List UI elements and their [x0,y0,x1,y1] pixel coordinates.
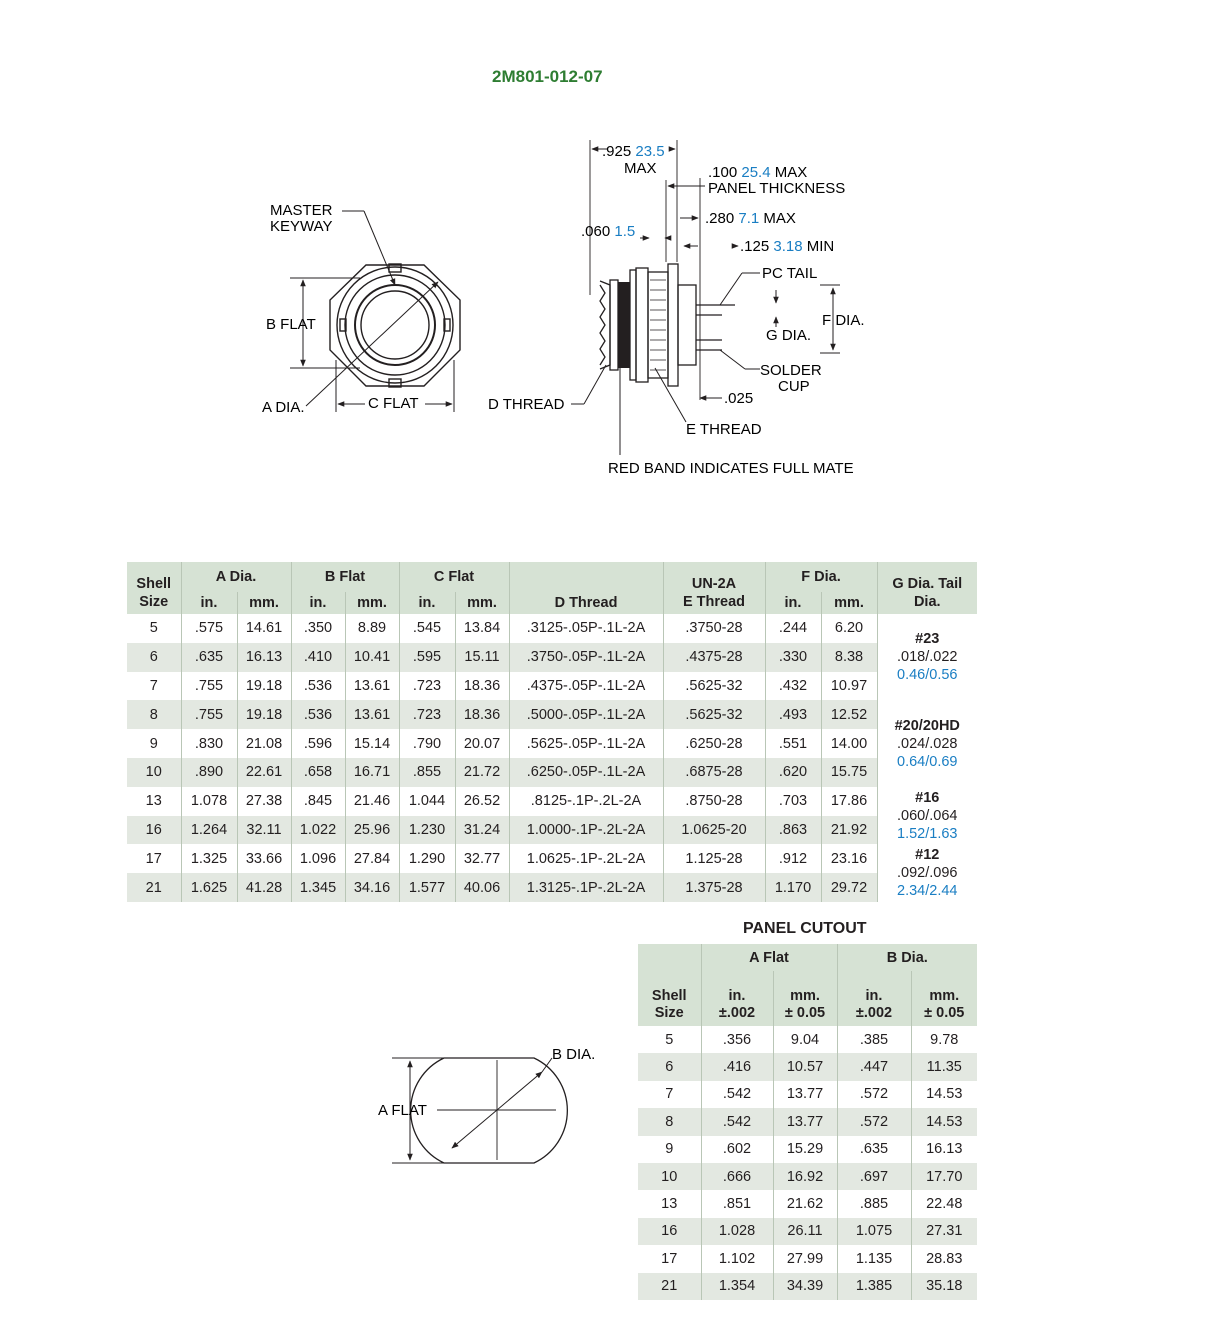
b-flat-header: B Flat [291,562,399,592]
c-flat-header: C Flat [399,562,509,592]
table-cell: 10 [127,758,181,787]
table-cell: 17 [638,1245,701,1272]
table-cell: 17.86 [821,787,877,816]
front-view [290,211,460,412]
g-group-in: .024/.028 [897,735,958,752]
table-cell: .575 [181,614,237,643]
table-cell: 21.92 [821,816,877,845]
table-cell: 27.38 [237,787,291,816]
svg-text:.100 25.4 MAX [708,164,807,181]
g-group-name: #20/20HD [894,717,960,734]
un2a-header: UN-2A [691,576,737,592]
cutout-b-dia-label: B DIA. [552,1046,596,1063]
table-cell: .596 [291,729,345,758]
table-cell: 1.096 [291,844,345,873]
table-cell: 7 [127,672,181,701]
table-cell: .493 [765,700,821,729]
table-cell: 13 [638,1190,701,1217]
table-cell: .5625-32 [663,672,765,701]
table-cell: .6250-.05P-.1L-2A [509,758,663,787]
dim-100-mm: 25.4 [741,164,771,181]
table-cell: 5 [127,614,181,643]
table-cell: 5 [638,1026,701,1053]
table-row [127,816,977,845]
table-cell: 6 [127,643,181,672]
dimension-table [127,562,977,902]
table-cell: 16.92 [773,1163,837,1190]
g-group-in: .018/.022 [897,649,958,666]
table-cell: .790 [399,729,455,758]
table-cell: 1.345 [291,873,345,902]
solder-cup-label-2: CUP [778,378,810,395]
table-cell: 16.71 [345,758,399,787]
a-dia-header: A Dia. [181,562,291,592]
table-cell: 1.3125-.1P-.2L-2A [509,873,663,902]
cutout-a-flat-label: A FLAT [378,1102,427,1119]
e-thread-label: E THREAD [686,421,762,438]
table-cell: 6.20 [821,614,877,643]
table-cell: .755 [181,672,237,701]
dim-100: .100 [708,164,738,181]
table-cell: 1.102 [701,1245,773,1272]
table-cell: .416 [701,1053,773,1080]
table-cell: .5625-32 [663,700,765,729]
table-cell: 27.84 [345,844,399,873]
f-dia-header: F Dia. [765,562,877,592]
table-cell: 10 [638,1163,701,1190]
table-cell: .3750-28 [663,614,765,643]
table-cell: 1.044 [399,787,455,816]
g-dia-label: G DIA. [766,327,812,344]
table-row [127,672,977,701]
table-row [127,700,977,729]
table-row [127,787,977,816]
table-cell: 1.135 [837,1245,911,1272]
table-cell: 34.39 [773,1273,837,1300]
master-keyway-label: MASTER [270,202,333,219]
table-cell: 29.72 [821,873,877,902]
table-cell: 1.230 [399,816,455,845]
table-cell: 35.18 [911,1273,977,1300]
g-dia-group [877,614,977,700]
g-dia-header-2: Dia. [913,594,941,610]
dim-280-max: MAX [763,210,796,227]
table-cell: 10.41 [345,643,399,672]
table-cell: 1.325 [181,844,237,873]
table-cell: 11.35 [911,1053,977,1080]
g-dia-group [877,844,977,902]
table-cell: .5625-.05P-.1L-2A [509,729,663,758]
table-cell: 21 [127,873,181,902]
table-cell: 1.577 [399,873,455,902]
table-cell: .356 [701,1026,773,1053]
table-cell: 1.290 [399,844,455,873]
table-cell: .697 [837,1163,911,1190]
max-label: MAX [624,160,657,177]
unit-in: in. [291,592,345,614]
table-cell: 8 [638,1108,701,1135]
g-group-mm: 0.64/0.69 [897,753,958,770]
table-cell: .635 [181,643,237,672]
table-cell: 7 [638,1081,701,1108]
dim-060: .060 [581,223,611,240]
table-cell: .551 [765,729,821,758]
dim-100-max: MAX [774,164,808,181]
svg-text:.280 7.1 MAX [705,210,796,227]
table-cell: 26.52 [455,787,509,816]
cut-unit-in-tol: ±.002 [718,1005,756,1021]
g-group-name: #23 [915,631,940,648]
table-cell: 27.99 [773,1245,837,1272]
table-cell: 14.53 [926,1086,963,1103]
g-group-mm: 2.34/2.44 [897,883,958,900]
table-cell: .595 [399,643,455,672]
table-cell: .658 [291,758,345,787]
d-thread-header: D Thread [509,562,663,614]
table-cell: .635 [837,1136,911,1163]
unit-in: in. [765,592,821,614]
table-cell: 1.354 [701,1273,773,1300]
g-group-name: #12 [915,847,940,864]
g-group-mm: 1.52/1.63 [897,825,958,842]
table-cell: 1.170 [765,873,821,902]
table-cell: 8 [127,700,181,729]
shell-header: Shell [136,576,172,592]
cut-b-dia-header: B Dia. [837,944,977,971]
table-row [638,1163,977,1190]
g-dia-group [877,700,977,786]
table-cell: 13.77 [773,1108,837,1135]
cut-unit-mm-tol: ± 0.05 [784,1005,826,1021]
table-cell: 1.078 [181,787,237,816]
panel-cutout-table [638,944,977,1300]
table-cell: .890 [181,758,237,787]
svg-text:.060 1.5 [581,223,635,240]
table-cell: 16 [638,1218,701,1245]
table-cell: 14.61 [237,614,291,643]
table-cell: .8750-28 [663,787,765,816]
table-cell: .572 [837,1108,911,1135]
table-cell: 13.77 [773,1081,837,1108]
table-cell: 1.125-28 [663,844,765,873]
g-group-mm: 0.46/0.56 [897,667,958,684]
table-row [127,844,977,873]
table-cell: 22.48 [926,1196,963,1213]
dim-125-min: MIN [806,238,835,255]
table-cell: 10.97 [821,672,877,701]
table-row [638,1026,977,1053]
table-cell: .542 [701,1081,773,1108]
table-cell: 21.08 [237,729,291,758]
unit-mm: mm. [455,592,509,614]
table-cell: 22.61 [237,758,291,787]
table-cell: .6875-28 [663,758,765,787]
panel-thickness-label: PANEL THICKNESS [708,180,846,197]
pc-tail-label: PC TAIL [762,265,818,282]
table-cell: 17.70 [911,1163,977,1190]
table-cell: 1.022 [291,816,345,845]
table-cell: 33.66 [237,844,291,873]
cut-shell-header: Shell [651,988,687,1004]
table-cell: 9.78 [930,1031,959,1048]
svg-text:.125 3.18 MIN [740,238,834,255]
table-cell: 15.75 [821,758,877,787]
table-cell: .4375-28 [663,643,765,672]
table-cell: 16 [127,816,181,845]
table-cell: .536 [291,700,345,729]
table-cell: 13 [127,787,181,816]
table-cell: .620 [765,758,821,787]
unit-mm: mm. [237,592,291,614]
table-cell: 21.72 [455,758,509,787]
table-cell: .447 [837,1053,911,1080]
table-cell: 26.11 [773,1218,837,1245]
cut-unit-in-tol: ±.002 [855,1005,893,1021]
table-row [638,1108,977,1135]
svg-text:.925 23.5 [602,143,665,160]
table-cell: 10.57 [773,1053,837,1080]
table-cell: .845 [291,787,345,816]
table-cell: 20.07 [455,729,509,758]
table-cell: 9 [127,729,181,758]
table-cell: 16.13 [237,643,291,672]
f-dia-label: F DIA. [822,312,865,329]
table-row [127,873,977,902]
dim-060-mm: 1.5 [614,223,636,240]
cut-unit-in: in. [728,988,746,1004]
table-cell: .830 [181,729,237,758]
table-row [127,643,977,672]
table-cell: .723 [399,672,455,701]
table-cell: .3125-.05P-.1L-2A [509,614,663,643]
table-cell: .542 [701,1108,773,1135]
table-cell: 8.89 [345,614,399,643]
table-cell: 9 [638,1136,701,1163]
table-cell: .863 [765,816,821,845]
table-cell: 1.375-28 [663,873,765,902]
table-cell: .536 [291,672,345,701]
table-cell: .244 [765,614,821,643]
table-cell: .330 [765,643,821,672]
cut-size-header: Size [654,1005,684,1021]
table-cell: .851 [701,1190,773,1217]
table-cell: .4375-.05P-.1L-2A [509,672,663,701]
table-cell: 41.28 [237,873,291,902]
table-cell: 1.0625-20 [663,816,765,845]
table-cell: 13.61 [345,672,399,701]
table-row [638,1218,977,1245]
dim-025: .025 [724,390,754,407]
dim-125: .125 [740,238,770,255]
table-cell: 1.385 [837,1273,911,1300]
table-row [127,729,977,758]
table-cell: .572 [837,1081,911,1108]
cut-a-flat-header: A Flat [701,944,837,971]
table-cell: 23.16 [821,844,877,873]
table-cell: 1.075 [837,1218,911,1245]
dim-280-mm: 7.1 [738,210,760,227]
unit-mm: mm. [821,592,877,614]
table-cell: .5000-.05P-.1L-2A [509,700,663,729]
table-cell: .432 [765,672,821,701]
table-row [638,1053,977,1080]
d-thread-label: D THREAD [488,396,565,413]
g-dia-group [877,787,977,845]
table-cell: .855 [399,758,455,787]
dim-925: .925 [602,143,632,160]
table-cell: 16.13 [926,1141,963,1158]
table-cell: 1.0625-.1P-.2L-2A [509,844,663,873]
table-row [638,1273,977,1300]
table-cell: 17 [127,844,181,873]
table-cell: 8.38 [821,643,877,672]
table-cell: .8125-.1P-.2L-2A [509,787,663,816]
table-cell: .385 [837,1026,911,1053]
cut-unit-mm: mm. [929,988,960,1004]
table-cell: 12.52 [821,700,877,729]
solder-cup-label: SOLDER [760,362,822,379]
table-cell: 31.24 [455,816,509,845]
table-cell: 14.00 [821,729,877,758]
table-cell: 13.61 [345,700,399,729]
table-cell: 21 [638,1273,701,1300]
table-cell: .545 [399,614,455,643]
g-group-in: .092/.096 [897,865,958,882]
g-group-in: .060/.064 [897,807,958,824]
table-cell: 28.83 [926,1250,963,1267]
table-row [638,1190,977,1217]
table-cell: 18.36 [455,700,509,729]
g-group-name: #16 [915,789,940,806]
table-cell: 32.77 [455,844,509,873]
b-flat-label: B FLAT [266,316,316,333]
table-row [638,1136,977,1163]
table-cell: 13.84 [455,614,509,643]
table-row [127,614,977,643]
dim-925-mm: 23.5 [635,143,665,160]
table-cell: 15.11 [455,643,509,672]
panel-cutout-title: PANEL CUTOUT [743,920,867,937]
table-cell: 34.16 [345,873,399,902]
table-row [127,758,977,787]
table-cell: .885 [837,1190,911,1217]
cut-unit-mm-tol: ± 0.05 [924,1005,965,1021]
master-keyway-label-2: KEYWAY [270,218,333,235]
table-cell: 15.14 [345,729,399,758]
table-cell: .755 [181,700,237,729]
table-cell: .703 [765,787,821,816]
table-cell: 1.028 [701,1218,773,1245]
cut-unit-mm: mm. [790,988,820,1004]
e-thread-header: E Thread [682,594,746,610]
unit-in: in. [399,592,455,614]
part-number-title: 2M801-012-07 [492,67,603,86]
c-flat-label: C FLAT [368,395,419,412]
table-cell: 40.06 [455,873,509,902]
unit-in: in. [181,592,237,614]
table-cell: 21.62 [773,1190,837,1217]
table-cell: 32.11 [237,816,291,845]
table-cell: .410 [291,643,345,672]
table-row [638,1081,977,1108]
cut-unit-in: in. [865,988,883,1004]
table-cell: 1.625 [181,873,237,902]
red-band-note: RED BAND INDICATES FULL MATE [608,460,854,477]
table-cell: 21.46 [345,787,399,816]
table-cell: 14.53 [911,1108,977,1135]
table-cell: .350 [291,614,345,643]
table-cell: 25.96 [345,816,399,845]
table-cell: 9.04 [773,1026,837,1053]
g-dia-header: G Dia. Tail [892,576,963,592]
table-cell: .6250-28 [663,729,765,758]
table-cell: .912 [765,844,821,873]
table-cell: .3750-.05P-.1L-2A [509,643,663,672]
unit-mm: mm. [345,592,399,614]
table-cell: 19.18 [237,672,291,701]
dim-280: .280 [705,210,735,227]
table-cell: 1.0000-.1P-.2L-2A [509,816,663,845]
table-cell: .666 [701,1163,773,1190]
table-cell: 19.18 [237,700,291,729]
table-cell: 15.29 [773,1136,837,1163]
table-cell: 6 [638,1053,701,1080]
a-dia-label: A DIA. [262,399,305,416]
size-header: Size [139,594,169,610]
table-cell: .723 [399,700,455,729]
table-cell: .602 [701,1136,773,1163]
table-cell: 27.31 [911,1218,977,1245]
table-row [638,1245,977,1272]
table-cell: 1.264 [181,816,237,845]
table-cell: 18.36 [455,672,509,701]
dim-125-mm: 3.18 [773,238,803,255]
